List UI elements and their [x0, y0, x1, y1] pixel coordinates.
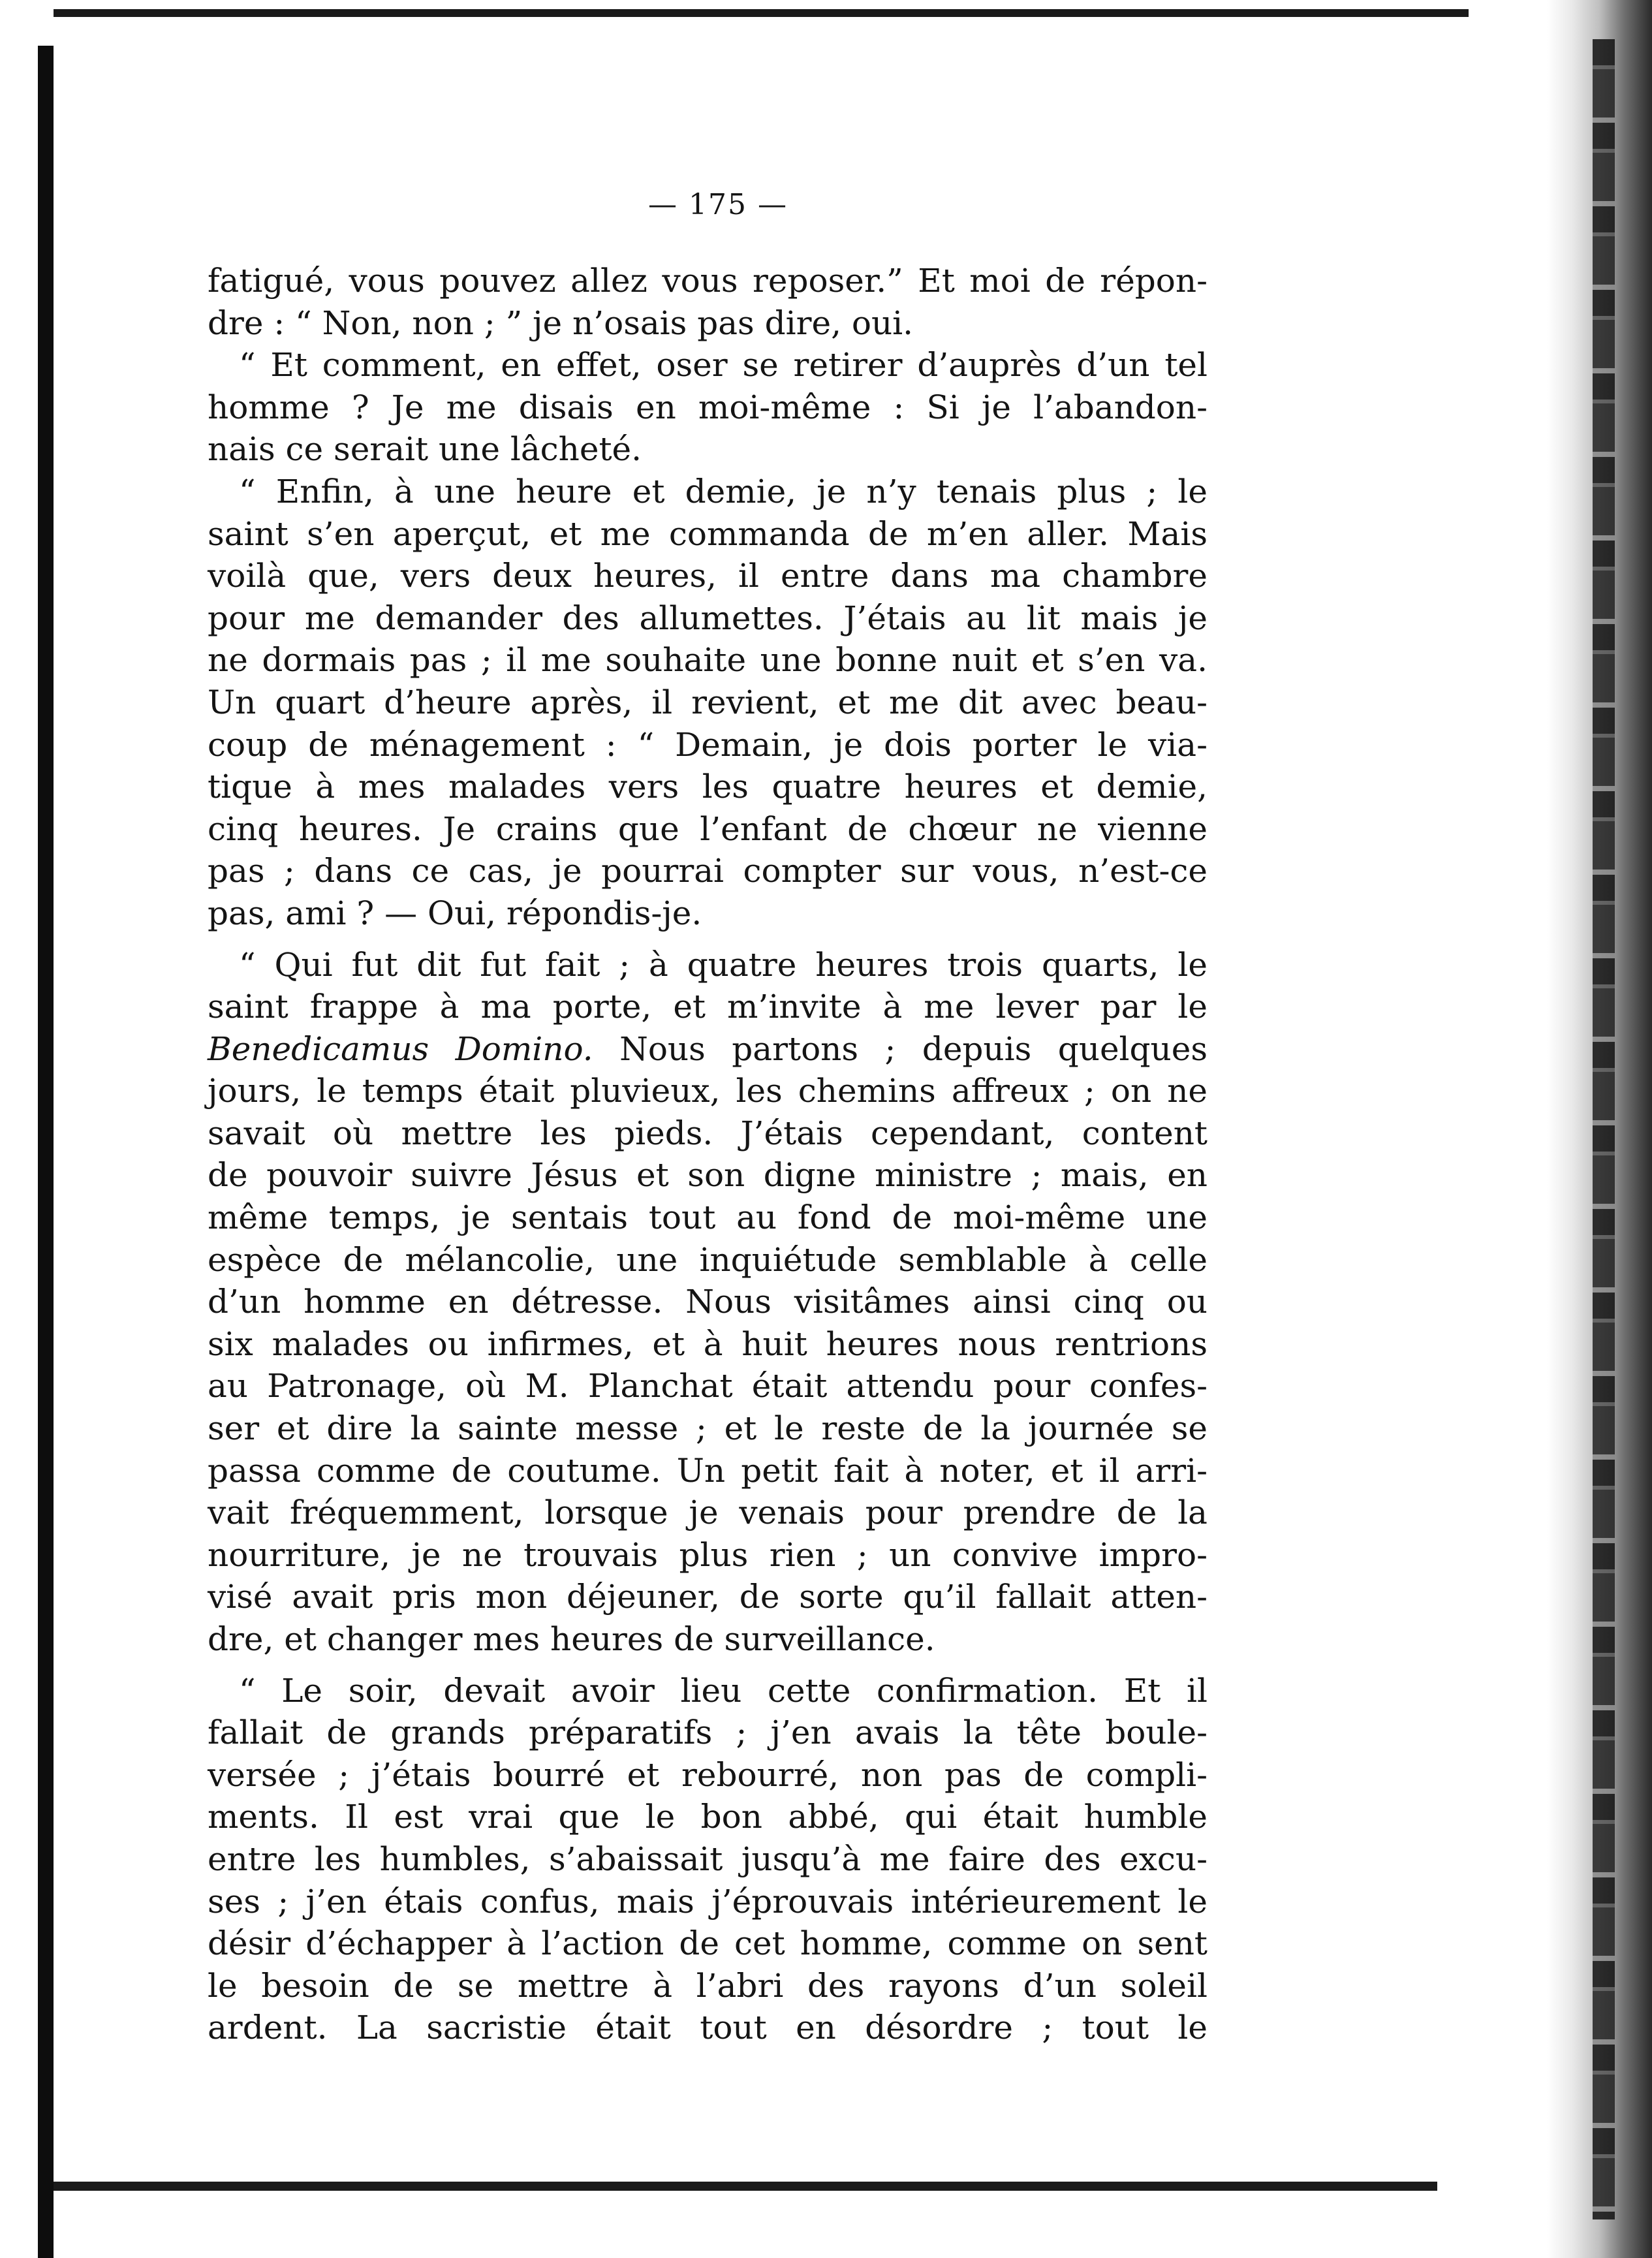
- text-line: pas, ami ? — Oui, répondis-je.: [208, 894, 702, 932]
- text-line: au Patronage, où M. Planchat était attendu pour confes-: [208, 1367, 1208, 1405]
- text-line: ser et dire la sainte messe ; et le reste de la journée se: [208, 1409, 1208, 1448]
- text-line: nais ce serait une lâcheté.: [208, 430, 642, 469]
- body-text: [208, 260, 1208, 2049]
- text-line: versée ; j’étais bourré et rebourré, non pas de compli-: [208, 1755, 1208, 1794]
- text-line: “ Et comment, en effet, oser se retirer d’auprès d’un tel: [239, 346, 1208, 384]
- text-line-with-italic: [208, 1028, 1208, 1071]
- text-line: homme ? Je me disais en moi-même : Si je l’abandon-: [208, 388, 1208, 426]
- text-line: saint frappe à ma porte, et m’invite à me lever par le: [208, 988, 1208, 1026]
- text-line: tique à mes malades vers les quatre heures et demie,: [208, 768, 1208, 806]
- scan-right-streak: [1593, 39, 1615, 2219]
- text-line: espèce de mélancolie, une inquiétude semblable à celle: [208, 1240, 1208, 1279]
- text-line: cinq heures. Je crains que l’enfant de chœur ne vienne: [208, 809, 1208, 848]
- text-line: ardent. La sacristie était tout en désordre ; tout le: [208, 2009, 1208, 2047]
- text-line: voilà que, vers deux heures, il entre dans ma chambre: [208, 557, 1208, 595]
- text-line: ses ; j’en étais confus, mais j’éprouvais intérieurement le: [208, 1882, 1208, 1921]
- scan-left-border: [38, 46, 54, 2258]
- scan-top-border: [54, 9, 1568, 17]
- text-line: “ Qui fut dit fut fait ; à quatre heures trois quarts, le: [239, 945, 1208, 984]
- text-line: de pouvoir suivre Jésus et son digne ministre ; mais, en: [208, 1156, 1208, 1195]
- text-line: Un quart d’heure après, il revient, et me dit avec beau-: [208, 683, 1208, 721]
- text-line: même temps, je sentais tout au fond de moi-même une: [208, 1199, 1208, 1237]
- text-line: saint s’en aperçut, et me commanda de m’en aller. Mais: [208, 514, 1208, 553]
- scan-right-shadow: [1469, 0, 1652, 2258]
- italic-phrase: Benedicamus Domino.: [208, 1029, 593, 1068]
- text-line: désir d’échapper à l’action de cet homme, comme on sent: [208, 1924, 1208, 1963]
- text-line: entre les humbles, s’abaissait jusqu’à me faire des excu-: [208, 1840, 1208, 1878]
- page-number: — 175 —: [648, 188, 788, 221]
- text-line: ments. Il est vrai que le bon abbé, qui était humble: [208, 1798, 1208, 1836]
- text-line: coup de ménagement : “ Demain, je dois porter le via-: [208, 725, 1208, 764]
- text-line: “ Enfin, à une heure et demie, je n’y tenais plus ; le: [239, 472, 1208, 510]
- text-line: fallait de grands préparatifs ; j’en avais la tête boule-: [208, 1714, 1208, 1752]
- text-line: vait fréquemment, lorsque je venais pour prendre de la: [208, 1494, 1208, 1532]
- text-line: jours, le temps était pluvieux, les chemins affreux ; on ne: [208, 1072, 1208, 1110]
- scan-bottom-border: [54, 2182, 1437, 2191]
- text-line: visé avait pris mon déjeuner, de sorte qu’il fallait atten-: [208, 1578, 1208, 1616]
- text-line: d’un homme en détresse. Nous visitâmes ainsi cinq ou: [208, 1283, 1208, 1321]
- text-line: dre, et changer mes heures de surveillance.: [208, 1620, 935, 1658]
- text-line: dre : “ Non, non ; ” je n’osais pas dire, oui.: [208, 304, 914, 342]
- text-line: pour me demander des allumettes. J’étais au lit mais je: [208, 599, 1208, 637]
- text-line: ne dormais pas ; il me souhaite une bonne nuit et s’en va.: [208, 641, 1208, 680]
- text-line: six malades ou infirmes, et à huit heures nous rentrions: [208, 1325, 1208, 1363]
- text-line: le besoin de se mettre à l’abri des rayons d’un soleil: [208, 1966, 1208, 2005]
- text-line: savait où mettre les pieds. J’étais cependant, content: [208, 1114, 1208, 1152]
- text-line: pas ; dans ce cas, je pourrai compter sur vous, n’est-ce: [208, 852, 1208, 890]
- text-line: nourriture, je ne trouvais plus rien ; un convive impro-: [208, 1535, 1208, 1574]
- text-line: “ Le soir, devait avoir lieu cette confirmation. Et il: [239, 1671, 1208, 1710]
- text-line-rest: Nous partons ; depuis quelques: [619, 1029, 1208, 1068]
- text-line: passa comme de coutume. Un petit fait à noter, et il arri-: [208, 1451, 1208, 1490]
- text-line: fatigué, vous pouvez allez vous reposer.” Et moi de répon-: [208, 262, 1208, 300]
